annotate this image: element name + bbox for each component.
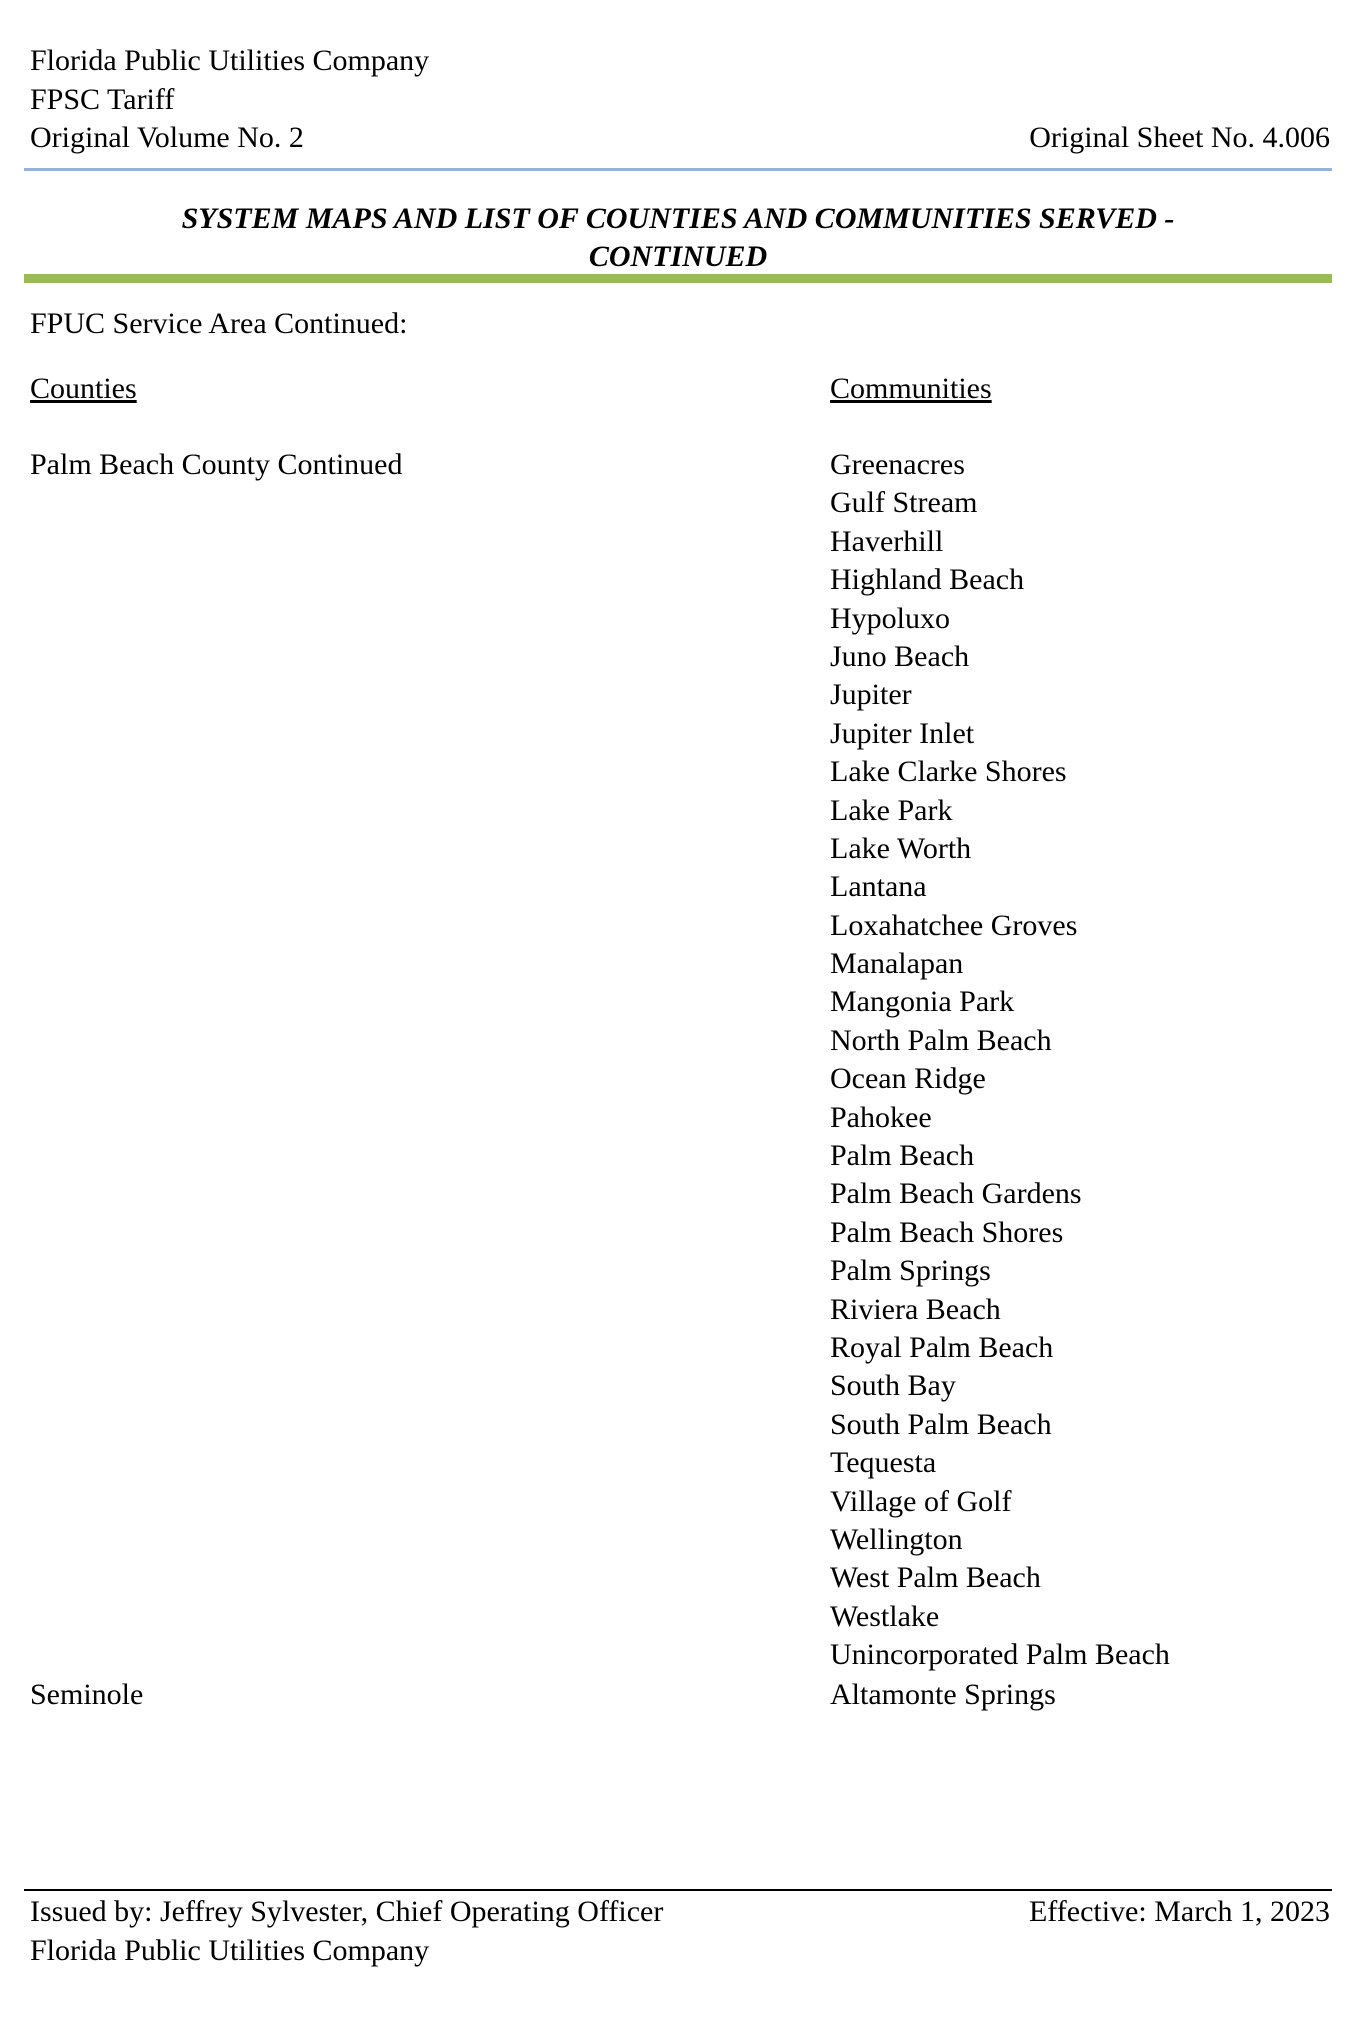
section-divider <box>24 274 1332 283</box>
community-item: Palm Beach <box>830 1139 975 1173</box>
section-title-line-2: CONTINUED <box>588 240 768 273</box>
header-volume: Original Volume No. 2 <box>30 121 304 154</box>
community-item: Lake Park <box>830 793 953 827</box>
footer-left-block <box>30 1893 663 1970</box>
community-item: South Palm Beach <box>830 1407 1052 1441</box>
community-item: Juno Beach <box>830 639 970 673</box>
community-item: Highland Beach <box>830 563 1025 597</box>
community-item: Unincorporated Palm Beach <box>830 1638 1170 1672</box>
section-title-line-1: SYSTEM MAPS AND LIST OF COUNTIES AND COMMUNITIES SERVED - <box>181 202 1175 235</box>
community-item: Ocean Ridge <box>830 1062 986 1096</box>
county-name: Palm Beach County Continued <box>30 448 403 481</box>
footer-issued-by: Issued by: Jeffrey Sylvester, Chief Operating Officer <box>30 1895 664 1928</box>
community-item: Lantana <box>830 870 927 904</box>
community-item: Jupiter Inlet <box>830 716 975 750</box>
community-item: Palm Springs <box>830 1254 991 1288</box>
footer-company-name: Florida Public Utilities Company <box>30 1933 430 1967</box>
communities-column-heading: Communities <box>830 372 992 405</box>
service-area-intro: FPUC Service Area Continued: <box>30 307 408 340</box>
community-item: Royal Palm Beach <box>830 1330 1054 1364</box>
section-title <box>24 200 1332 276</box>
header-company-name: Florida Public Utilities Company <box>30 44 430 77</box>
header-left-block <box>30 42 429 158</box>
community-item: Westlake <box>830 1599 940 1633</box>
county-name: Seminole <box>30 1678 144 1711</box>
community-item: Hypoluxo <box>830 601 950 635</box>
footer-divider <box>24 1889 1332 1891</box>
community-item: Tequesta <box>830 1446 937 1480</box>
community-item: Pahokee <box>830 1100 932 1134</box>
community-item: Riviera Beach <box>830 1292 1001 1326</box>
community-list <box>830 446 1170 1675</box>
community-item: Altamonte Springs <box>830 1678 1056 1711</box>
community-item: Haverhill <box>830 524 944 558</box>
header-sheet-number: Original Sheet No. 4.006 <box>1029 121 1330 154</box>
community-item: North Palm Beach <box>830 1023 1052 1057</box>
header-divider <box>24 168 1332 171</box>
community-item: Gulf Stream <box>830 486 978 520</box>
community-item: Palm Beach Gardens <box>830 1177 1082 1211</box>
community-item: Village of Golf <box>830 1484 1012 1518</box>
community-item: Jupiter <box>830 678 912 712</box>
header-tariff-name: FPSC Tariff <box>30 82 175 116</box>
footer-effective-date: Effective: March 1, 2023 <box>1028 1895 1330 1928</box>
community-item: Palm Beach Shores <box>830 1215 1064 1249</box>
community-item: Wellington <box>830 1522 963 1556</box>
community-item: Lake Clarke Shores <box>830 755 1067 789</box>
community-item: West Palm Beach <box>830 1561 1041 1595</box>
community-item: Lake Worth <box>830 831 972 865</box>
community-item: Manalapan <box>830 947 964 981</box>
community-item: Mangonia Park <box>830 985 1015 1019</box>
counties-column-heading: Counties <box>30 372 137 405</box>
community-item: South Bay <box>830 1369 956 1403</box>
community-item: Loxahatchee Groves <box>830 908 1078 942</box>
community-item: Greenacres <box>830 448 965 481</box>
